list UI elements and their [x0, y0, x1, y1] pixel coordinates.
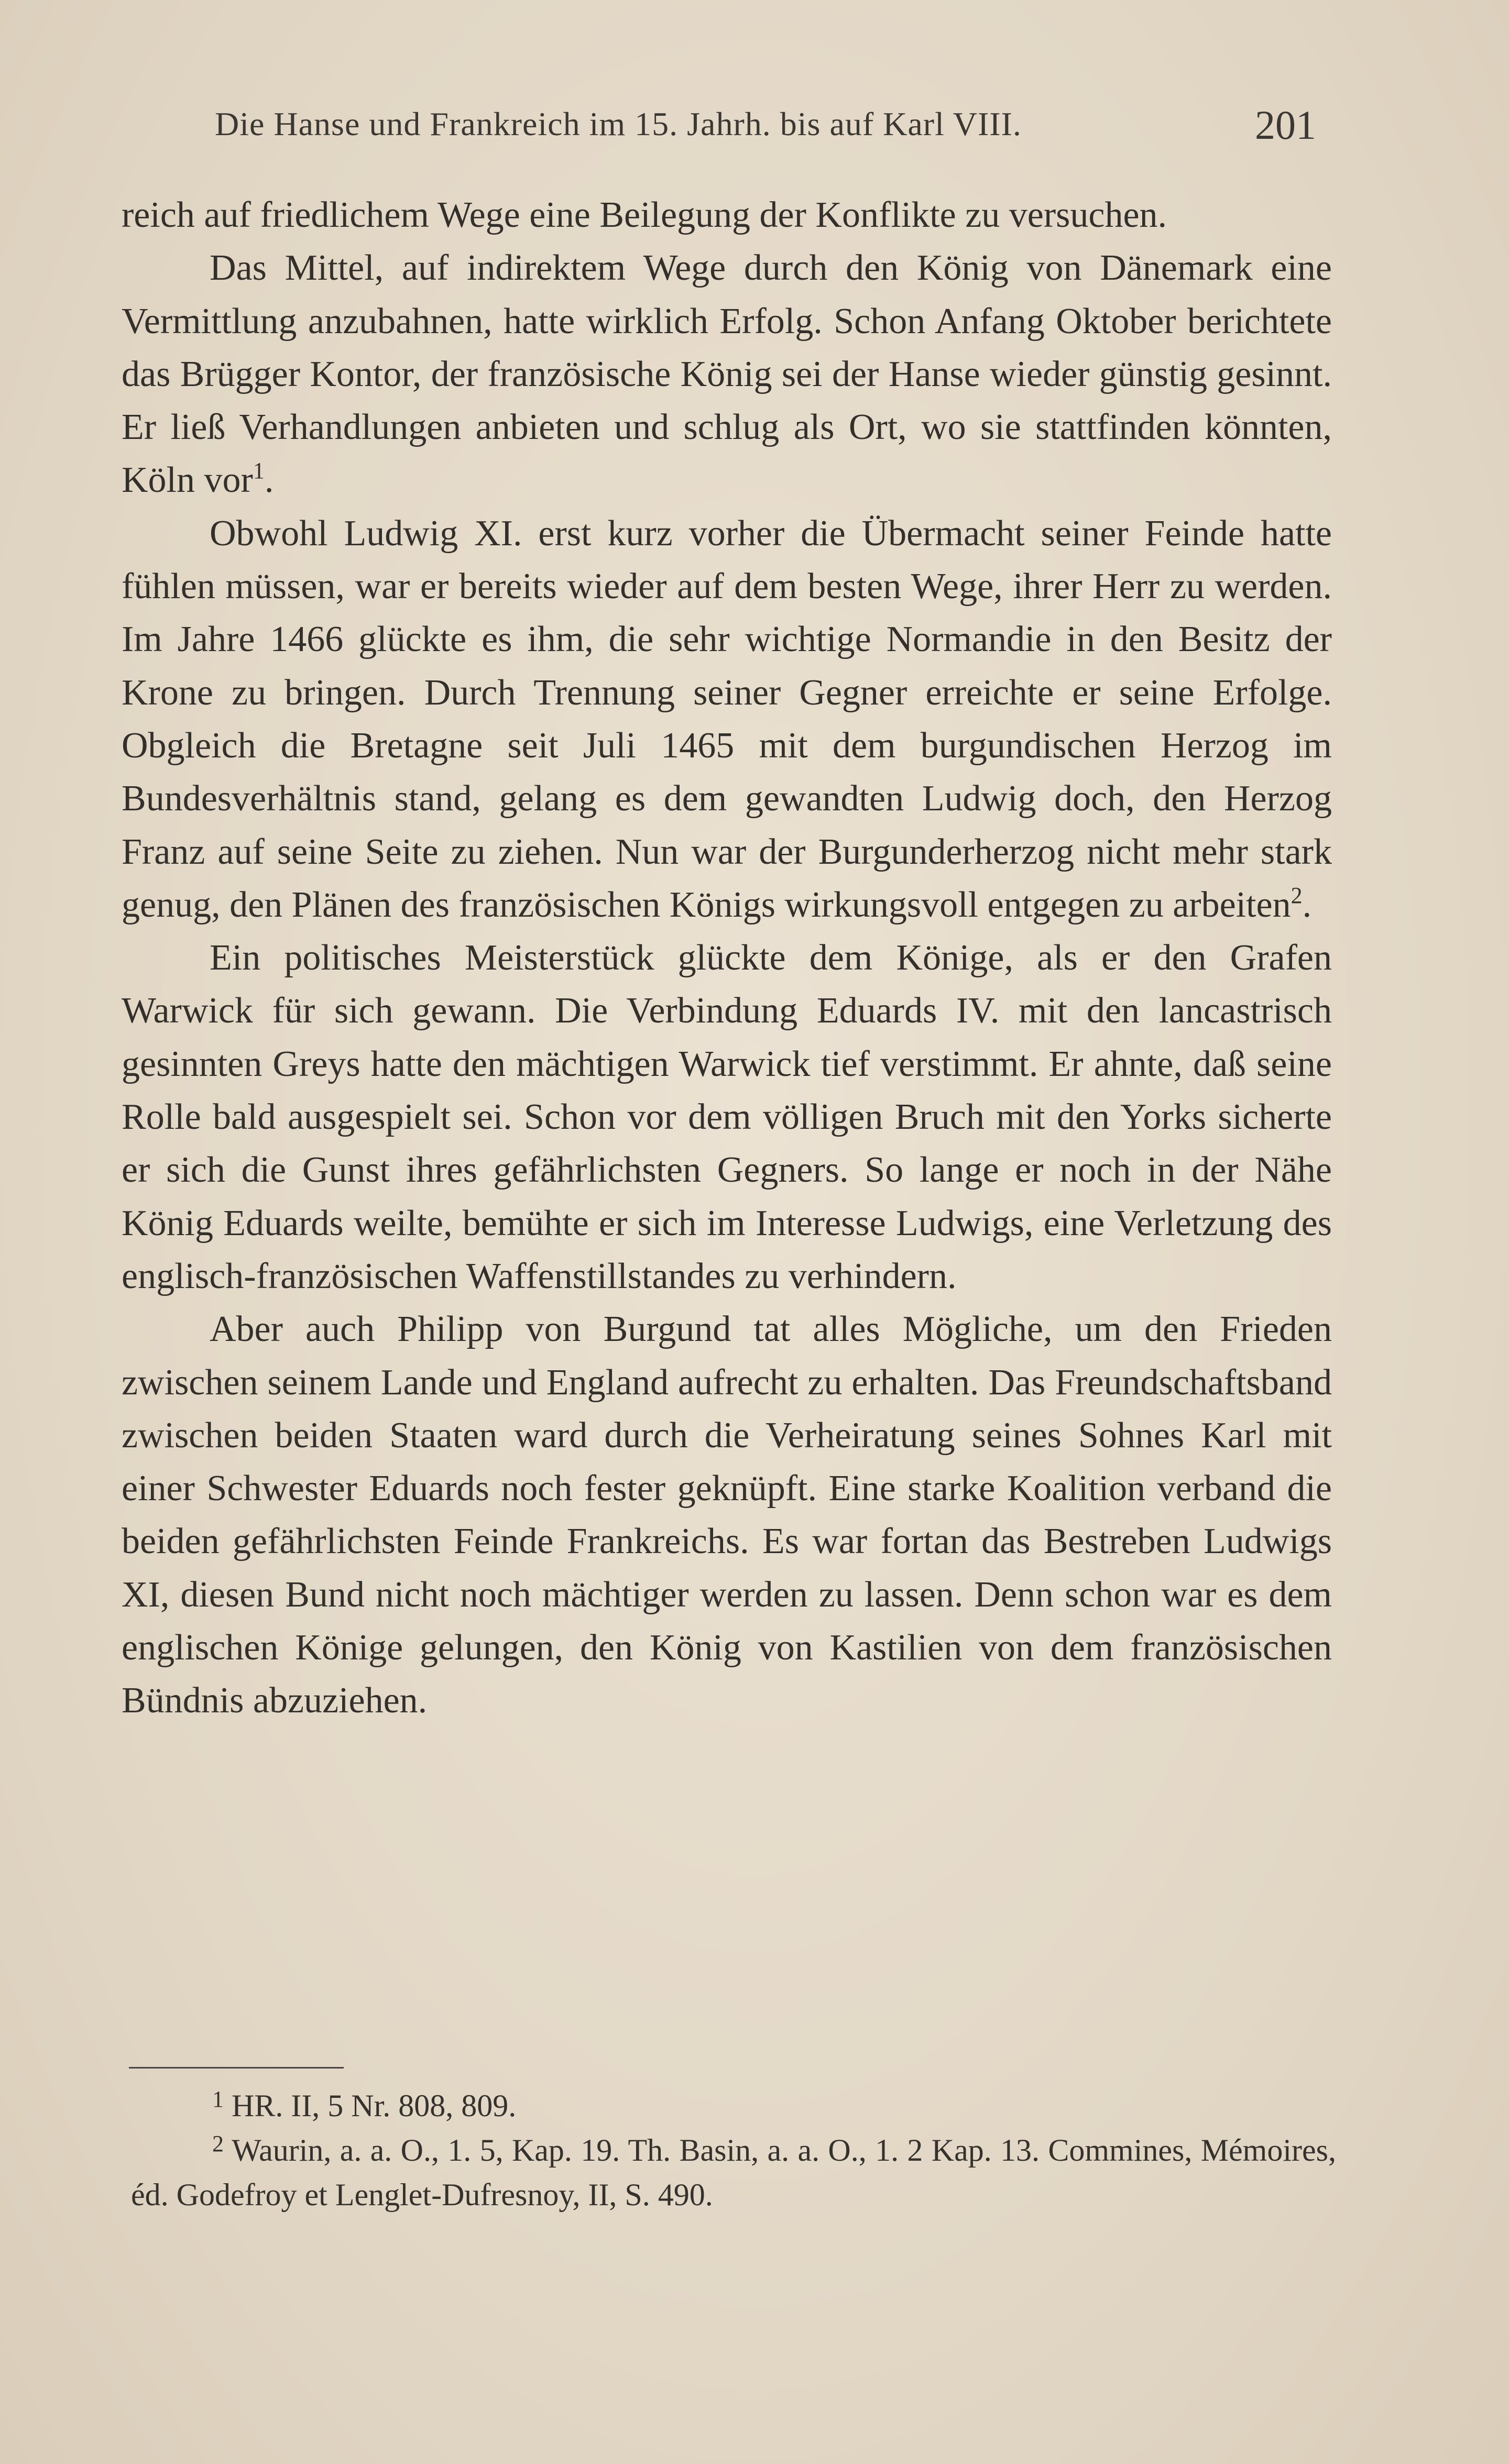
footnote-2-mark: 2	[212, 2131, 224, 2157]
footnote-reference-1[interactable]: 1	[253, 458, 265, 484]
footnote-1	[131, 2084, 1336, 2128]
paragraph-1	[122, 189, 1332, 241]
footnote-2-text: Waurin, a. a. O., 1. 5, Kap. 19. Th. Basin, a. a. O., 1. 2 Kap. 13. Commines, Mémoires, éd. Godefroy et Lenglet-Dufresnoy, II, S. 490.	[131, 2133, 1336, 2212]
footnote-1-mark: 1	[212, 2086, 224, 2112]
paragraph-5	[122, 1303, 1332, 1727]
paragraph-4-text: Ein politisches Meisterstück glückte dem Könige, als er den Grafen Warwick für sich gewann. Die Verbindung Eduards IV. mit den lancastrisch gesinnten Greys hatte den mächtigen Warwick tief verstimmt. Er ahnte, daß seine Rolle bald ausgespielt sei. Schon vor dem völligen Bruch mit den Yorks sicherte er sich die Gunst ihres gefährlichsten Gegners. So lange er noch in der Nähe König Eduards weilte, bemühte er sich im Interesse Ludwigs, eine Verletzung des englisch-französischen Waffenstillstandes zu verhindern.	[122, 938, 1332, 1296]
paragraph-3-text: Obwohl Ludwig XI. erst kurz vorher die Übermacht seiner Feinde hatte fühlen müssen, war er bereits wieder auf dem besten Wege, ihrer Herr zu werden. Im Jahre 1466 glückte es ihm, die sehr wichtige Normandie in den Besitz der Krone zu bringen. Durch Trennung seiner Gegner erreichte er seine Erfolge. Obgleich die Bretagne seit Juli 1465 mit dem burgundischen Herzog im Bundesverhältnis stand, gelang es dem gewandten Ludwig doch, den Herzog Franz auf seine Seite zu ziehen. Nun war der Burgunderherzog nicht mehr stark genug, den Plänen des französischen Königs wirkungsvoll entgegen zu arbeiten	[122, 513, 1332, 925]
footnote-divider	[129, 2067, 344, 2069]
page-number: 201	[1255, 102, 1316, 148]
footnote-1-text: HR. II, 5 Nr. 808, 809.	[232, 2088, 517, 2123]
paragraph-1-text: reich auf friedlichem Wege eine Beilegung der Konflikte zu versuchen.	[122, 195, 1167, 235]
paragraph-3-end: .	[1302, 884, 1312, 925]
footnotes	[131, 2084, 1336, 2217]
paragraph-4	[122, 931, 1332, 1303]
paragraph-2	[122, 241, 1332, 507]
paragraph-2-text: Das Mittel, auf indirektem Wege durch den König von Dänemark eine Vermittlung anzubahnen, hatte wirklich Erfolg. Schon Anfang Oktober berichtete das Brügger Kontor, der französische König sei der Hanse wieder günstig gesinnt. Er ließ Verhandlungen anbieten und schlug als Ort, wo sie stattfinden könnten, Köln vor	[122, 248, 1332, 501]
running-title: Die Hanse und Frankreich im 15. Jahrh. bis auf Karl VIII.	[215, 105, 1022, 142]
paragraph-2-end: .	[264, 460, 274, 501]
paragraph-5-text: Aber auch Philipp von Burgund tat alles Mögliche, um den Frieden zwischen seinem Lande und England aufrecht zu erhalten. Das Freundschaftsband zwischen beiden Staaten ward durch die Verheiratung seines Sohnes Karl mit einer Schwester Eduards noch fester geknüpft. Eine starke Koalition verband die beiden gefährlichsten Feinde Frankreichs. Es war fortan das Bestreben Ludwigs XI, diesen Bund nicht noch mächtiger werden zu lassen. Denn schon war es dem englischen Könige gelungen, den König von Kastilien von dem französischen Bündnis abzuziehen.	[122, 1309, 1332, 1721]
main-text	[122, 189, 1332, 1728]
footnote-reference-2[interactable]: 2	[1291, 882, 1303, 908]
footnote-2	[131, 2128, 1336, 2217]
paragraph-3	[122, 507, 1332, 931]
